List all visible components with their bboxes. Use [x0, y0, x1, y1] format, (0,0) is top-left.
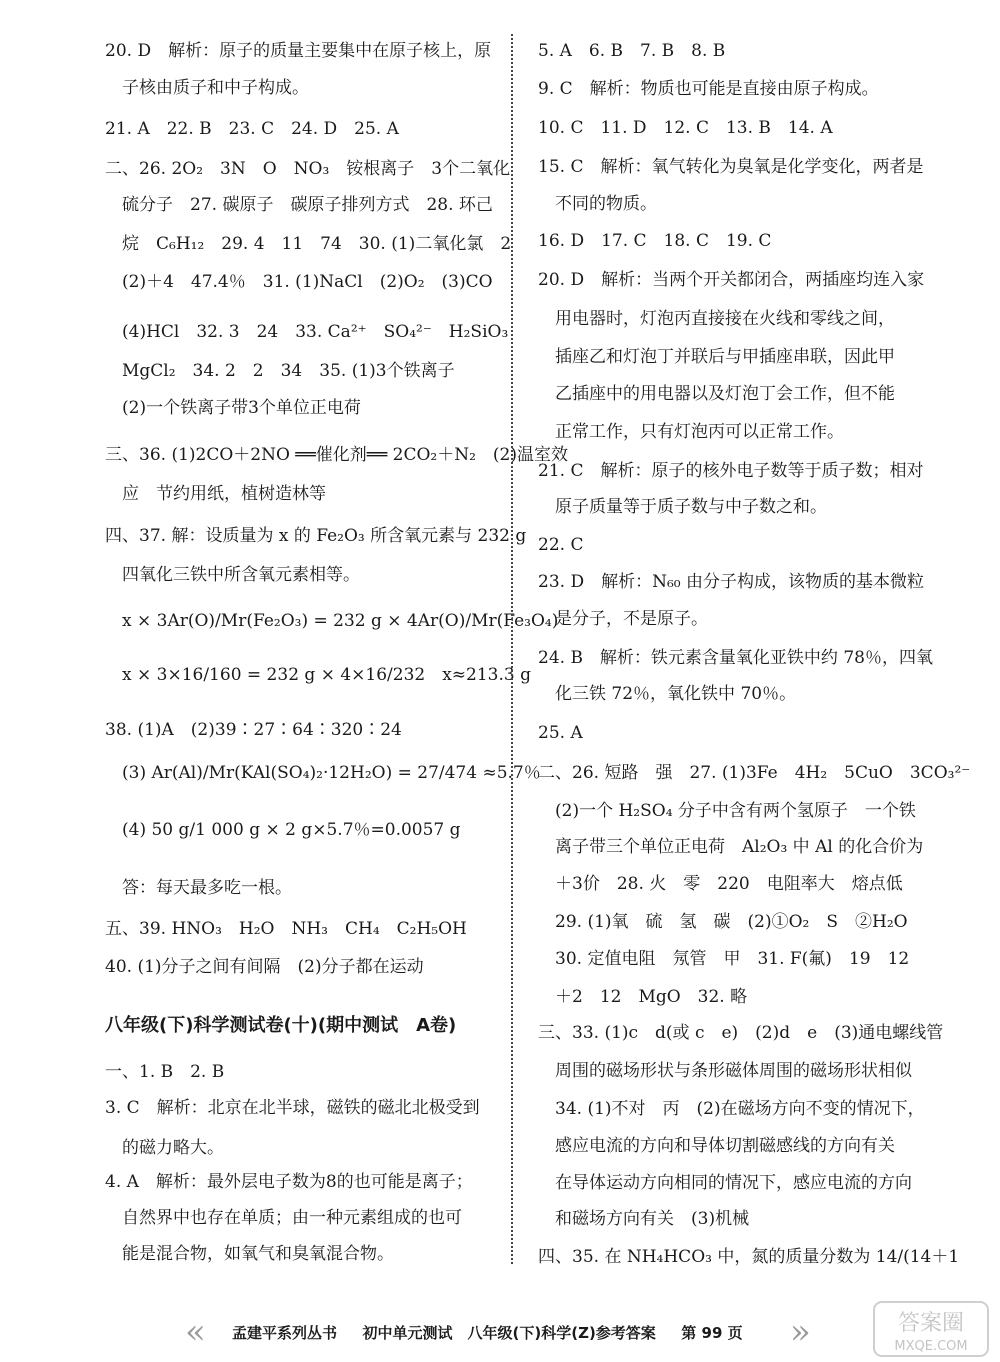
left-answer-line: (4)HCl 32. 3 24 33. Ca²⁺ SO₄²⁻ H₂SiO₃: [105, 322, 509, 342]
left-answer-line: 三、36. (1)2CO＋2NO ══催化剂══ 2CO₂＋N₂ (2)温室效: [105, 445, 569, 465]
right-answer-line: 插座乙和灯泡丁并联后与甲插座串联，因此甲: [538, 347, 895, 367]
left-answer-line: 3. C 解析：北京在北半球，磁铁的磁北北极受到: [105, 1098, 480, 1118]
right-answer-line: 三、33. (1)c d(或 c e) (2)d e (3)通电螺线管: [538, 1023, 944, 1043]
right-chevron-icon: »: [790, 1312, 811, 1352]
right-answer-line: 原子质量等于质子数与中子数之和。: [538, 497, 827, 517]
footer-book: 初中单元测试 八年级(下)科学(Z)参考答案: [362, 1324, 656, 1342]
left-answer-line: 21. A 22. B 23. C 24. D 25. A: [105, 119, 399, 139]
left-answer-line: (2)＋4 47.4％ 31. (1)NaCl (2)O₂ (3)CO: [105, 272, 493, 292]
left-answer-line: x × 3Ar(O)/Mr(Fe₂O₃) = 232 g × 4Ar(O)/Mr(Fe₃O₄): [105, 611, 559, 631]
right-answer-line: 30. 定值电阻 氖管 甲 31. F(氟) 19 12: [538, 949, 910, 969]
right-answer-line: ＋2 12 MgO 32. 略: [538, 987, 748, 1007]
left-answer-line: (3) Ar(Al)/Mr(KAl(SO₄)₂·12H₂O) = 27/474 ≈5.7％: [105, 763, 541, 783]
right-answer-line: ＋3价 28. 火 零 220 电阻率大 熔点低: [538, 874, 903, 894]
left-answer-line: 38. (1)A (2)39∶27∶64∶320∶24: [105, 720, 402, 740]
left-answer-line: 的磁力略大。: [105, 1138, 224, 1158]
left-answer-line: 自然界中也存在单质；由一种元素组成的也可: [105, 1208, 462, 1228]
right-answer-line: 34. (1)不对 丙 (2)在磁场方向不变的情况下，: [538, 1099, 925, 1119]
right-answer-line: 22. C: [538, 535, 584, 555]
section-title: 八年级(下)科学测试卷(十)(期中测试 A卷): [105, 1015, 457, 1036]
right-answer-line: 15. C 解析：氧气转化为臭氧是化学变化，两者是: [538, 157, 924, 177]
right-answer-line: 离子带三个单位正电荷 Al₂O₃ 中 Al 的化合价为: [538, 837, 924, 857]
left-answer-line: 20. D 解析：原子的质量主要集中在原子核上，原: [105, 41, 492, 61]
right-answer-line: 10. C 11. D 12. C 13. B 14. A: [538, 118, 833, 138]
right-answer-line: 29. (1)氧 硫 氢 碳 (2)①O₂ S ②H₂O: [538, 912, 908, 932]
left-answer-line: 硫分子 27. 碳原子 碳原子排列方式 28. 环己: [105, 195, 493, 215]
right-answer-line: 16. D 17. C 18. C 19. C: [538, 231, 772, 251]
right-answer-line: 21. C 解析：原子的核外电子数等于质子数；相对: [538, 461, 924, 481]
right-answer-line: 四、35. 在 NH₄HCO₃ 中，氮的质量分数为 14/(14＋1: [538, 1247, 960, 1267]
left-answer-line: x × 3×16/160 = 232 g × 4×16/232 x≈213.3 g: [105, 665, 531, 685]
left-answer-line: 四、37. 解：设质量为 x 的 Fe₂O₃ 所含氧元素与 232 g: [105, 526, 527, 546]
watermark-logo: [872, 1300, 990, 1358]
footer-series: 孟建平系列丛书: [232, 1324, 338, 1342]
right-answer-line: 化三铁 72％，氧化铁中 70％。: [538, 684, 797, 704]
right-answer-line: 不同的物质。: [538, 194, 657, 214]
right-answer-line: (2)一个 H₂SO₄ 分子中含有两个氢原子 一个铁: [538, 801, 916, 821]
left-chevron-icon: «: [185, 1312, 206, 1352]
right-answer-line: 感应电流的方向和导体切割磁感线的方向有关: [538, 1136, 895, 1156]
right-answer-line: 二、26. 短路 强 27. (1)3Fe 4H₂ 5CuO 3CO₃²⁻: [538, 763, 971, 783]
left-answer-line: (2)一个铁离子带3个单位正电荷: [105, 398, 361, 418]
left-answer-line: 五、39. HNO₃ H₂O NH₃ CH₄ C₂H₅OH: [105, 919, 467, 939]
right-answer-line: 24. B 解析：铁元素含量氧化亚铁中约 78％，四氧: [538, 648, 933, 668]
right-answer-line: 是分子，不是原子。: [538, 609, 708, 629]
left-answer-line: 烷 C₆H₁₂ 29. 4 11 74 30. (1)二氧化氯 2: [105, 234, 512, 254]
left-answer-line: MgCl₂ 34. 2 2 34 35. (1)3个铁离子: [105, 361, 455, 381]
left-answer-line: 40. (1)分子之间有间隔 (2)分子都在运动: [105, 957, 424, 977]
right-answer-line: 用电器时，灯泡丙直接接在火线和零线之间，: [538, 309, 895, 329]
right-answer-line: 5. A 6. B 7. B 8. B: [538, 41, 726, 61]
page-footer: [232, 1322, 743, 1343]
left-answer-line: 答：每天最多吃一根。: [105, 878, 292, 898]
left-answer-line: 一、1. B 2. B: [105, 1062, 225, 1082]
right-answer-line: 20. D 解析：当两个开关都闭合，两插座均连入家: [538, 270, 925, 290]
left-answer-line: 四氧化三铁中所含氧元素相等。: [105, 565, 360, 585]
right-answer-line: 23. D 解析：N₆₀ 由分子构成，该物质的基本微粒: [538, 572, 924, 592]
left-answer-line: 应 节约用纸，植树造林等: [105, 484, 326, 504]
left-answer-line: 4. A 解析：最外层电子数为8的也可能是离子；: [105, 1172, 473, 1192]
right-answer-line: 周围的磁场形状与条形磁体周围的磁场形状相似: [538, 1061, 912, 1081]
left-answer-line: 子核由质子和中子构成。: [105, 78, 309, 98]
right-answer-line: 和磁场方向有关 (3)机械: [538, 1209, 750, 1229]
right-answer-line: 在导体运动方向相同的情况下，感应电流的方向: [538, 1173, 912, 1193]
column-divider: [511, 34, 513, 1264]
right-answer-line: 9. C 解析：物质也可能是直接由原子构成。: [538, 79, 879, 99]
watermark-url: MXQE.COM: [894, 1339, 968, 1354]
right-answer-line: 25. A: [538, 723, 583, 743]
left-answer-line: 二、26. 2O₂ 3N O NO₃ 铵根离子 3个二氧化: [105, 159, 511, 179]
left-answer-line: 能是混合物，如氧气和臭氧混合物。: [105, 1244, 394, 1264]
watermark-text: 答案圈: [897, 1311, 965, 1336]
left-answer-line: (4) 50 g/1 000 g × 2 g×5.7％=0.0057 g: [105, 820, 461, 840]
right-answer-line: 正常工作，只有灯泡丙可以正常工作。: [538, 422, 844, 442]
right-answer-line: 乙插座中的用电器以及灯泡丁会工作，但不能: [538, 384, 895, 404]
footer-page: 第 99 页: [681, 1324, 743, 1342]
